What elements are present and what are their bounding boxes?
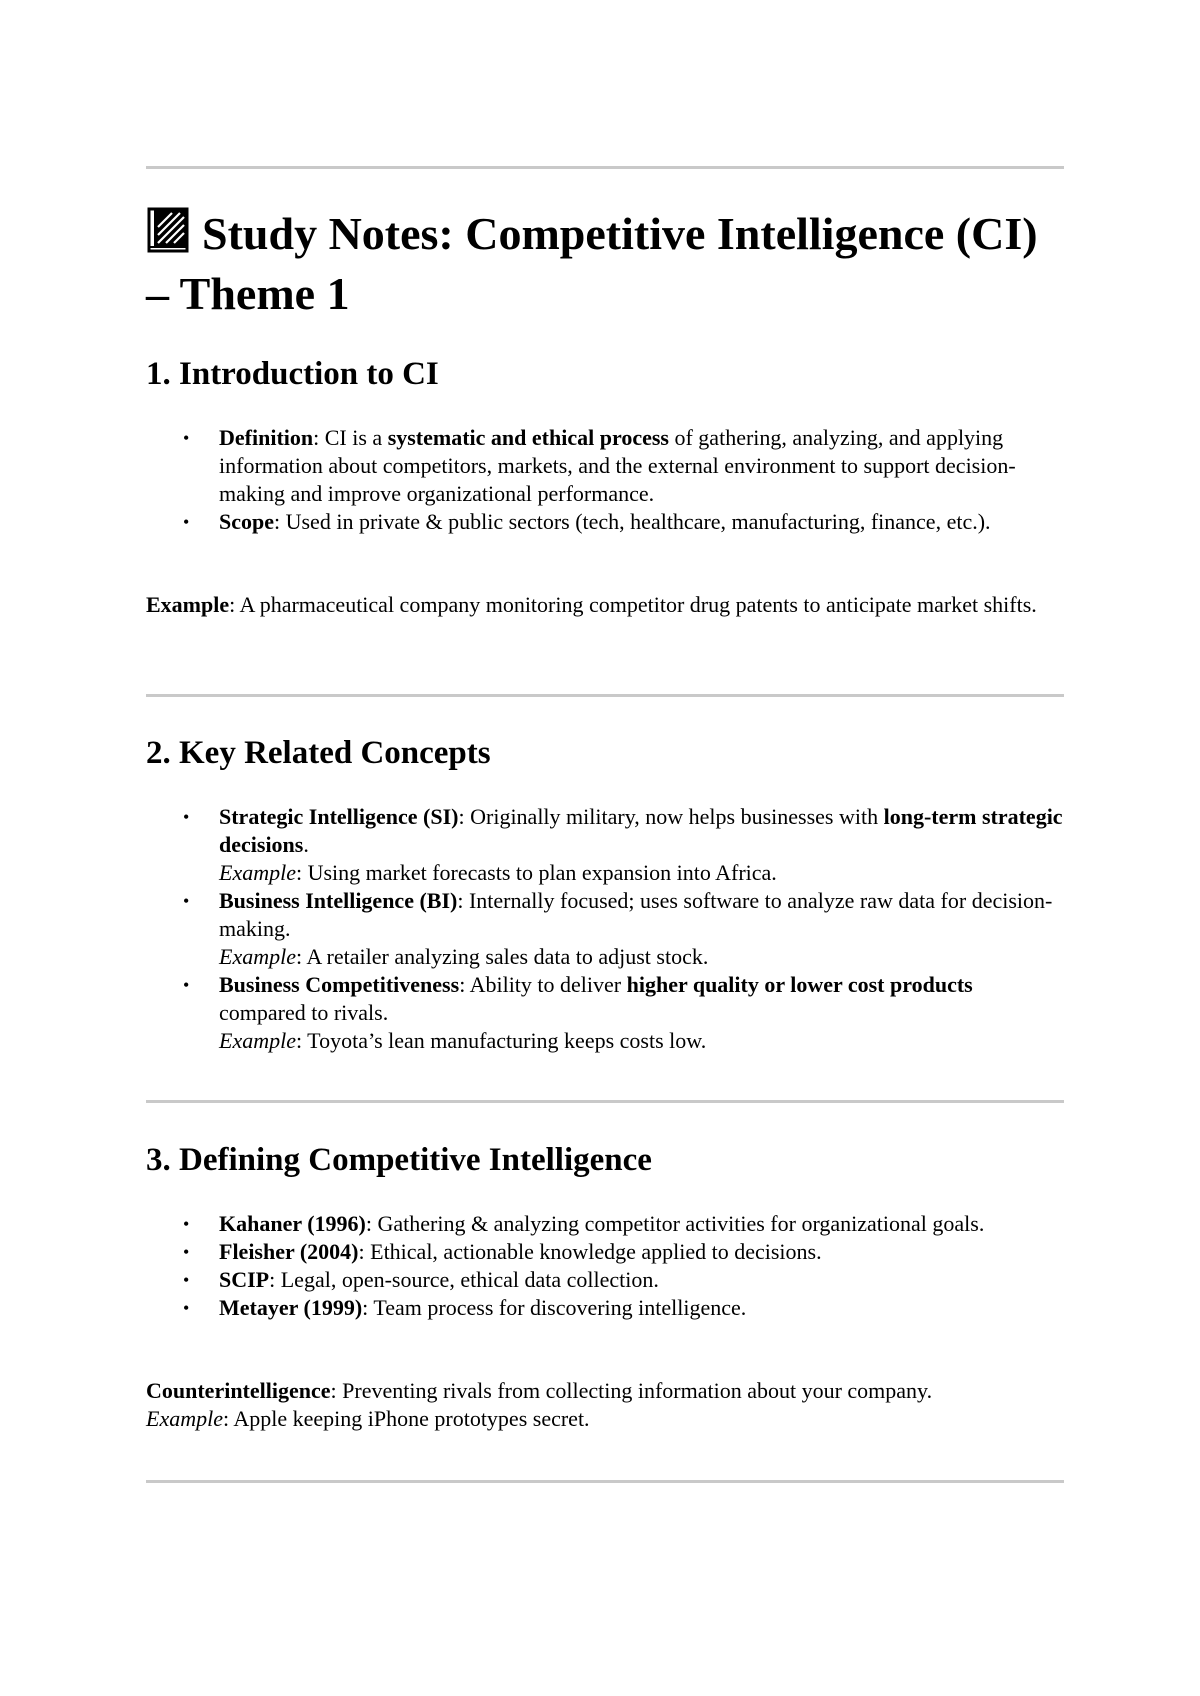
bullet: • — [183, 1242, 190, 1262]
item-text: . — [303, 832, 309, 857]
example-label: Example — [219, 1028, 296, 1053]
item-text: of gathering, analyzing, and applying information about competitors, markets, and the external environment to support decision-making and improve organizational performance. — [219, 425, 1016, 506]
item-text: : Originally military, now helps businesses with — [458, 804, 884, 829]
item-text: : Ethical, actionable knowledge applied to decisions. — [358, 1239, 822, 1264]
example-label: Example — [219, 944, 296, 969]
item-text: : Team process for discovering intelligence. — [362, 1295, 747, 1320]
term: Kahaner (1996) — [219, 1211, 366, 1236]
item-text: compared to rivals. — [219, 1000, 389, 1025]
divider-bottom — [146, 1480, 1064, 1483]
list-item — [146, 508, 1064, 536]
term: SCIP — [219, 1267, 270, 1292]
term: Business Intelligence (BI) — [219, 888, 458, 913]
section-3-list — [146, 1210, 1064, 1322]
book-icon — [146, 207, 190, 253]
list-item — [146, 887, 1064, 971]
term: Definition — [219, 425, 314, 450]
item-text: : Legal, open-source, ethical data collection. — [269, 1267, 659, 1292]
term: Strategic Intelligence (SI) — [219, 804, 459, 829]
item-text: : Internally focused; uses software to analyze raw data for decision-making. — [219, 888, 1053, 941]
term: Metayer (1999) — [219, 1295, 363, 1320]
counterintelligence-label: Counterintelligence — [146, 1378, 331, 1403]
divider-top — [146, 166, 1064, 169]
list-item — [146, 1238, 1064, 1266]
bullet: • — [183, 807, 190, 827]
section-1-example — [146, 591, 1064, 619]
item-emphasis: long-term strategic decisions — [219, 804, 1063, 857]
list-item — [146, 1210, 1064, 1238]
counterintelligence-note — [146, 1377, 1064, 1433]
item-text: : Ability to deliver — [459, 972, 627, 997]
bullet: • — [183, 1298, 190, 1318]
bullet: • — [183, 512, 190, 532]
section-1-heading: 1. Introduction to CI — [146, 356, 439, 392]
bullet: • — [183, 975, 190, 995]
example-text: : Toyota’s lean manufacturing keeps costs low. — [295, 1028, 707, 1053]
term: Fleisher (2004) — [219, 1239, 359, 1264]
list-item — [146, 1266, 1064, 1294]
term: Business Competitiveness — [219, 972, 460, 997]
list-item — [146, 971, 1064, 1055]
divider-2 — [146, 1100, 1064, 1103]
example-text: : A pharmaceutical company monitoring competitor drug patents to anticipate market shifts. — [229, 592, 1037, 617]
item-text: : Used in private & public sectors (tech, healthcare, manufacturing, finance, etc.). — [274, 509, 991, 534]
page-title — [146, 204, 1064, 324]
item-emphasis: systematic and ethical process — [387, 425, 669, 450]
item-text: : Gathering & analyzing competitor activities for organizational goals. — [365, 1211, 985, 1236]
counterintelligence-text: : Preventing rivals from collecting information about your company. — [330, 1378, 933, 1403]
item-text: : CI is a — [313, 425, 388, 450]
item-emphasis: higher quality or lower cost products — [626, 972, 973, 997]
bullet: • — [183, 1270, 190, 1290]
list-item — [146, 803, 1064, 887]
section-1-list — [146, 424, 1064, 536]
example-label: Example — [219, 860, 296, 885]
example-text: : Apple keeping iPhone prototypes secret. — [222, 1406, 590, 1431]
bullet: • — [183, 1214, 190, 1234]
section-3-heading: 3. Defining Competitive Intelligence — [146, 1142, 652, 1178]
bullet: • — [183, 891, 190, 911]
list-item — [146, 1294, 1064, 1322]
section-2-list — [146, 803, 1064, 1055]
term: Scope — [219, 509, 274, 534]
example-label: Example — [146, 1406, 223, 1431]
list-item — [146, 424, 1064, 508]
example-text: : Using market forecasts to plan expansion into Africa. — [295, 860, 777, 885]
bullet: • — [183, 428, 190, 448]
page-title-text: Study Notes: Competitive Intelligence (CI) – Theme 1 — [146, 208, 1038, 319]
example-text: : A retailer analyzing sales data to adjust stock. — [295, 944, 709, 969]
divider-1 — [146, 694, 1064, 697]
example-label: Example — [146, 592, 230, 617]
section-2-heading: 2. Key Related Concepts — [146, 735, 491, 771]
